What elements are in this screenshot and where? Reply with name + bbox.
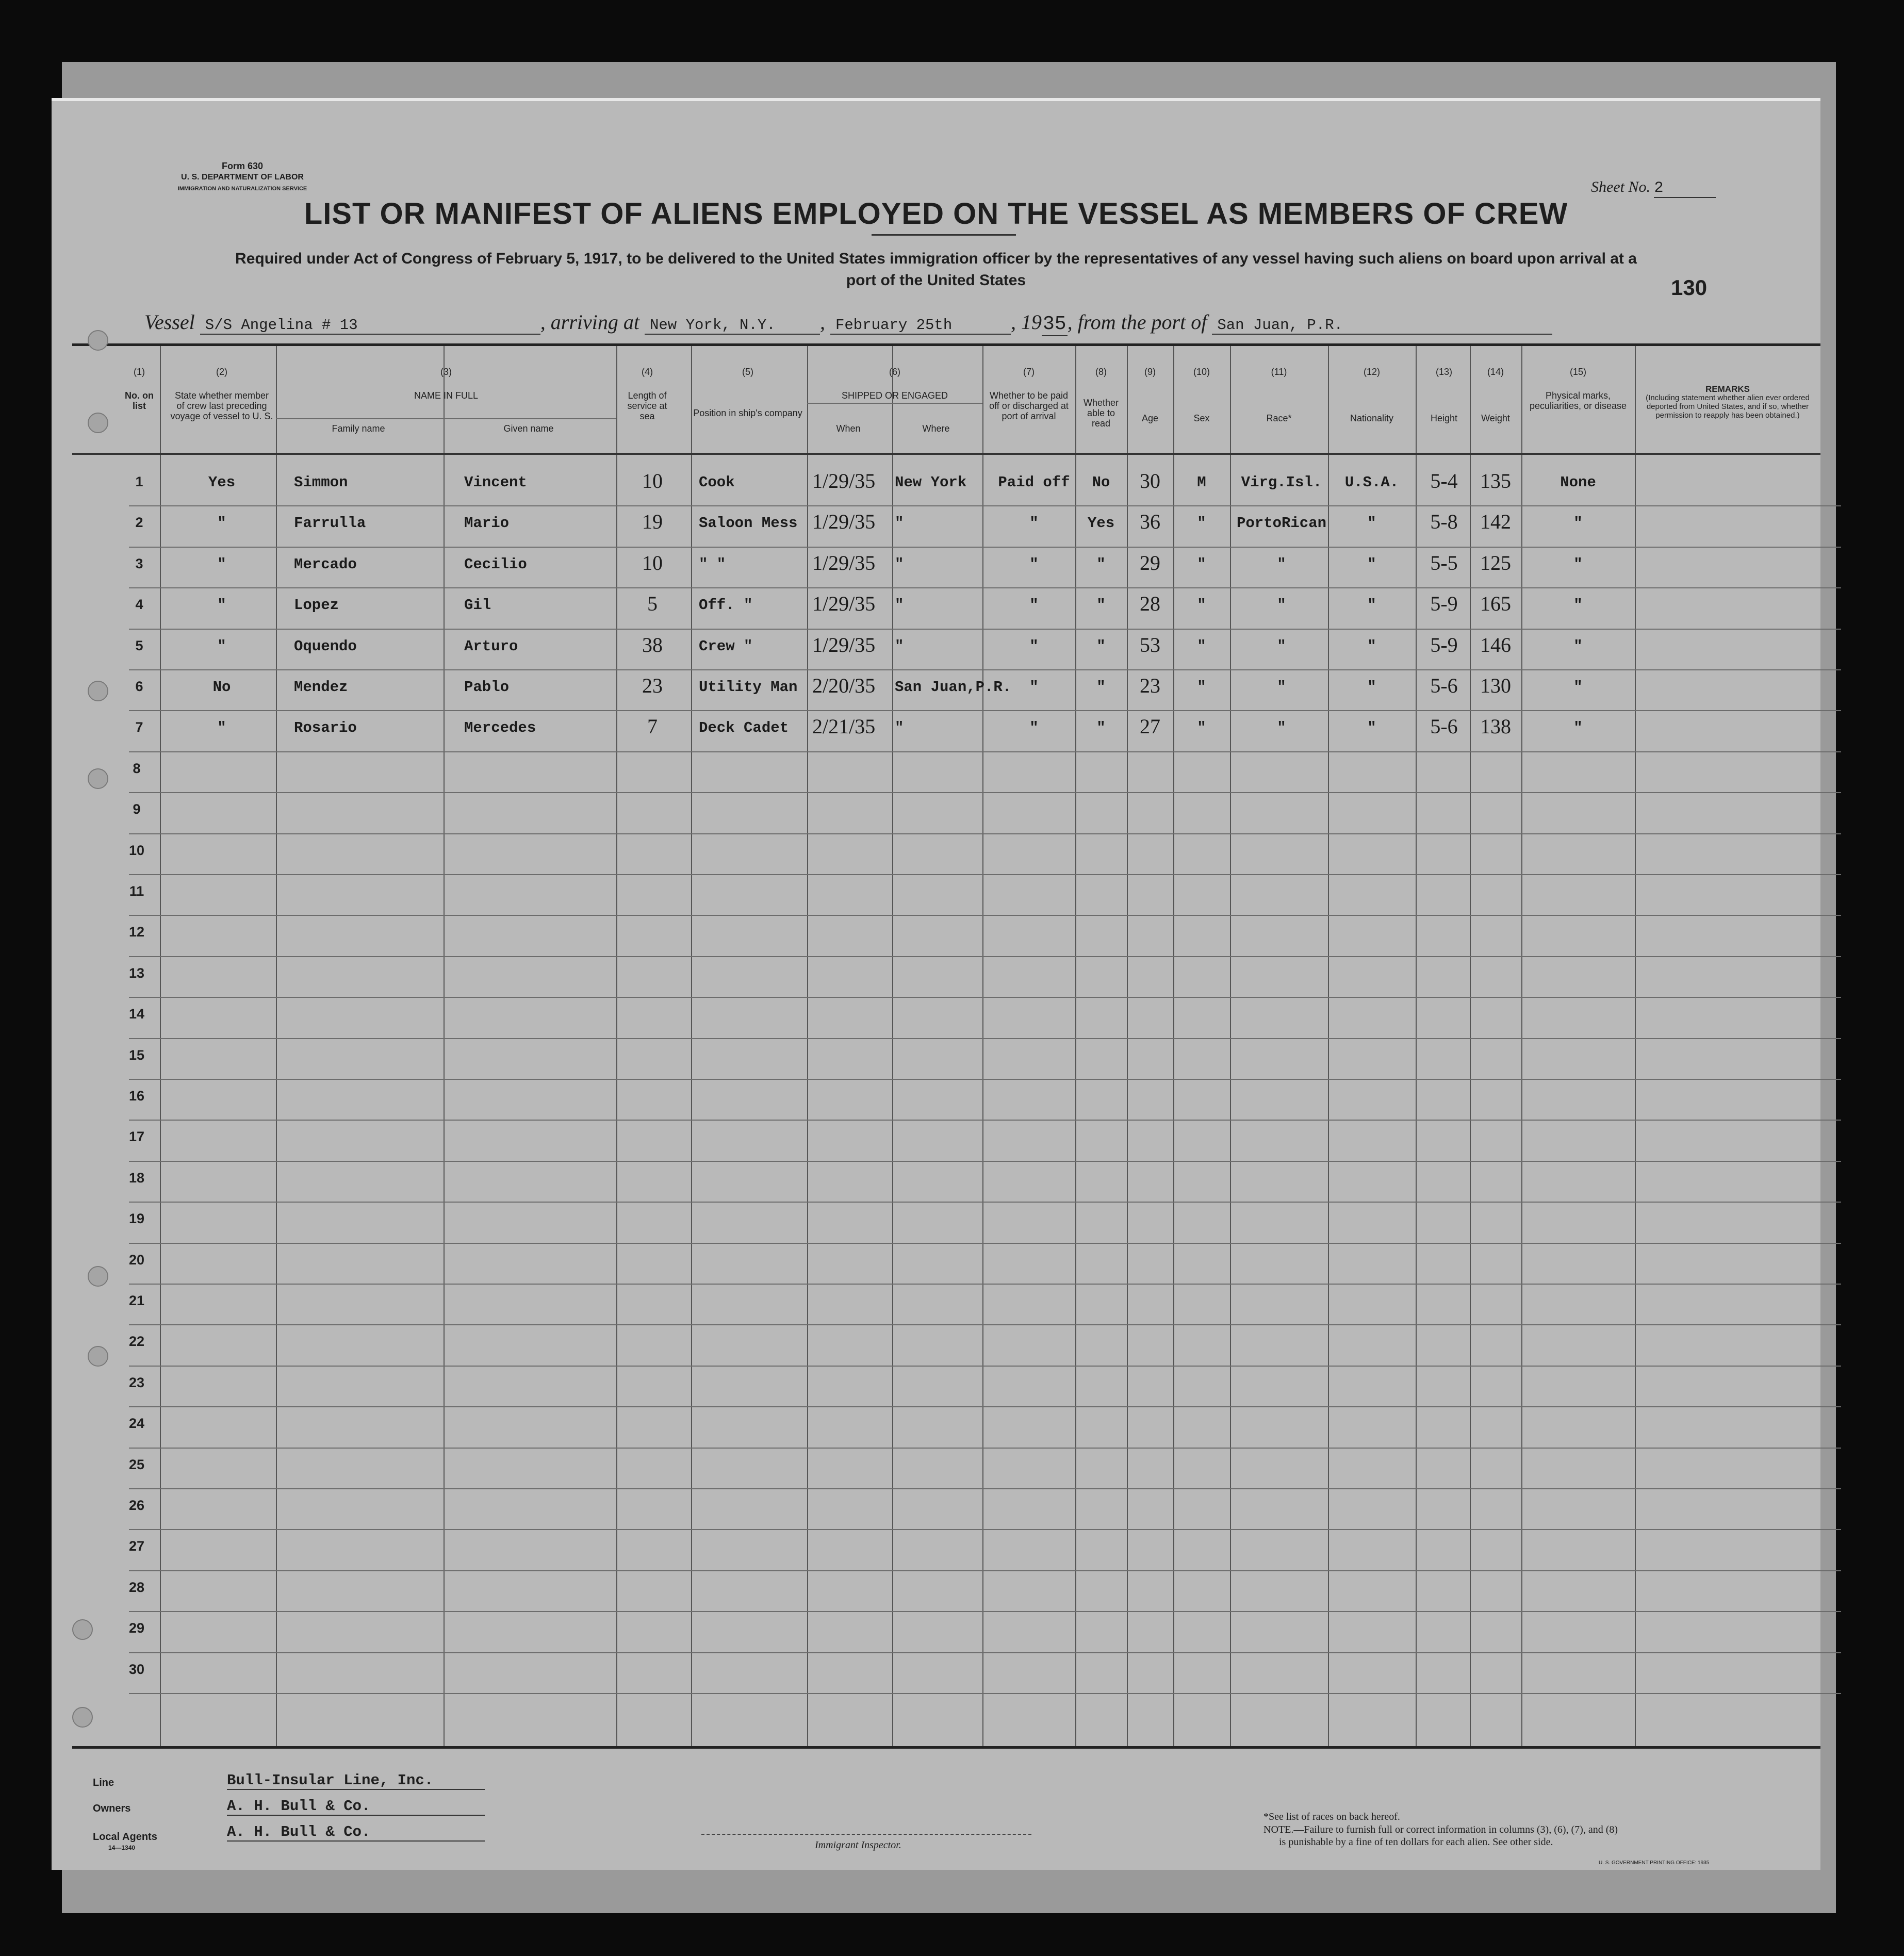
cell-marks: " (1573, 515, 1583, 532)
cell-read: Yes (1087, 515, 1115, 532)
cell-paid: " (1029, 515, 1039, 532)
cell-weight: 138 (1480, 715, 1511, 738)
cell-height: 5-9 (1430, 592, 1458, 616)
row-divider (129, 1448, 1841, 1449)
cell-when: 1/29/35 (812, 592, 876, 616)
cell-where: " (895, 515, 904, 532)
cell-weight: 165 (1480, 592, 1511, 616)
cell-no: 3 (135, 555, 143, 571)
cell-sex: " (1197, 597, 1206, 614)
col12-number: (12) (1363, 367, 1380, 377)
cell-paid: " (1029, 597, 1039, 614)
empty-row-number: 25 (128, 1456, 145, 1472)
col13-header (1418, 367, 1470, 423)
col6b-header: Where (922, 423, 950, 434)
cell-paid: Paid off (998, 474, 1070, 491)
cell-given: Cecilio (464, 555, 527, 573)
cell-where: " (895, 719, 904, 737)
cell-age: 30 (1140, 469, 1160, 492)
col11-header (1233, 367, 1325, 423)
cell-race: " (1277, 719, 1286, 737)
col9-number: (9) (1144, 367, 1156, 377)
cell-position: Crew " (699, 637, 753, 655)
arriving-label: , arriving at (540, 310, 639, 334)
cell-position: Off. " (699, 597, 753, 614)
cell-where: " (895, 637, 904, 655)
cell-prev: " (217, 719, 226, 737)
col10-number: (10) (1193, 367, 1210, 377)
cell-family: Mendez (294, 679, 348, 696)
cell-family: Oquendo (294, 637, 357, 655)
cell-read: No (1092, 474, 1110, 491)
column-divider (444, 346, 445, 1746)
row-divider (129, 1038, 1841, 1039)
cell-marks: None (1560, 474, 1596, 491)
form-number: Form 630 (221, 161, 264, 171)
cell-service: 10 (642, 469, 663, 492)
row-divider (129, 956, 1841, 957)
cell-nationality: " (1367, 679, 1376, 696)
cell-family: Mercado (294, 555, 357, 573)
col5-header (691, 367, 805, 418)
service-name: IMMIGRATION AND NATURALIZATION SERVICE (177, 186, 307, 192)
document-subtitle (103, 248, 1769, 291)
cell-no: 1 (135, 474, 143, 489)
subtitle-line-2: port of the United States (846, 272, 1026, 289)
cell-prev: " (217, 515, 226, 532)
col13-number: (13) (1435, 367, 1452, 377)
row-divider (129, 505, 1841, 506)
column-divider (1230, 346, 1231, 1746)
group-header-rule (807, 403, 982, 404)
empty-row-number: 27 (128, 1538, 145, 1554)
cell-prev: " (217, 555, 226, 573)
cell-family: Simmon (294, 474, 348, 491)
row-divider (129, 1406, 1841, 1407)
empty-row-number: 30 (128, 1661, 145, 1677)
cell-position: Cook (699, 474, 735, 491)
cell-age: 28 (1140, 592, 1160, 616)
remarks-header (1640, 385, 1815, 420)
row-divider (129, 915, 1841, 916)
cell-service: 38 (642, 633, 663, 656)
column-divider (160, 346, 161, 1746)
cell-prev: " (217, 637, 226, 655)
sheet-number (1591, 178, 1716, 198)
column-divider (276, 346, 277, 1746)
cell-when: 1/29/35 (812, 633, 876, 656)
cell-weight: 146 (1480, 633, 1511, 656)
cell-paid: " (1029, 679, 1039, 696)
column-divider (616, 346, 617, 1746)
col3-label: NAME IN FULL (414, 390, 479, 401)
row-divider (129, 1161, 1841, 1162)
cell-nationality: " (1367, 719, 1376, 737)
vessel-info-line: Vessel S/S Angelina # 13 , arriving at New York, N.Y. , February 25th , 1935, from the port of San Juan, P.R. (144, 310, 1552, 336)
row-divider (129, 1324, 1841, 1325)
crew-table (72, 343, 1820, 1749)
col4-header (619, 367, 676, 421)
cell-given: Gil (464, 597, 491, 614)
column-divider (1635, 346, 1636, 1746)
cell-height: 5-9 (1430, 633, 1458, 656)
column-divider (1416, 346, 1417, 1746)
cell-position: Deck Cadet (699, 719, 789, 737)
punch-hole (88, 1266, 108, 1287)
header-bottom-rule (72, 453, 1820, 455)
cell-when: 1/29/35 (812, 551, 876, 574)
col12-label: Nationality (1350, 413, 1394, 423)
cell-prev: Yes (208, 474, 236, 491)
column-divider (1173, 346, 1174, 1746)
empty-row-number: 17 (128, 1129, 145, 1145)
cell-service: 5 (647, 592, 658, 616)
col7-header (985, 367, 1073, 421)
col3-header (276, 367, 616, 401)
cell-nationality: " (1367, 597, 1376, 614)
group-header-rule (276, 418, 616, 419)
cell-paid: " (1029, 637, 1039, 655)
col10-header (1176, 367, 1227, 423)
col15-header (1521, 367, 1635, 411)
manifest-sheet (52, 98, 1820, 1870)
owners-value: A. H. Bull & Co. (227, 1798, 485, 1816)
year-prefix: 19 (1021, 310, 1042, 334)
footer-stock-code: 14—1340 (108, 1844, 136, 1851)
row-divider (129, 1284, 1841, 1285)
cell-age: 23 (1140, 674, 1160, 697)
cell-when: 2/20/35 (812, 674, 876, 697)
cell-age: 36 (1140, 510, 1160, 534)
empty-row-number: 20 (128, 1252, 145, 1268)
row-divider (129, 1611, 1841, 1612)
cell-marks: " (1573, 679, 1583, 696)
empty-row-number: 15 (128, 1047, 145, 1063)
inspector-label: Immigrant Inspector. (815, 1839, 901, 1851)
col3b-header: Given name (503, 423, 554, 434)
subtitle-line-1: Required under Act of Congress of February 5, 1917, to be delivered to the United States immigration officer by the representatives of any vessel having such aliens on board upon arrival at a (235, 250, 1637, 267)
cell-given: Arturo (464, 637, 518, 655)
cell-service: 10 (642, 551, 663, 574)
cell-no: 2 (135, 515, 143, 531)
cell-given: Pablo (464, 679, 510, 696)
empty-row-number: 24 (128, 1416, 145, 1432)
cell-given: Vincent (464, 474, 527, 491)
row-divider (129, 669, 1841, 670)
cell-nationality: " (1367, 515, 1376, 532)
empty-row-number: 12 (128, 924, 145, 940)
column-divider (691, 346, 692, 1746)
col11-label: Race* (1266, 413, 1292, 423)
col8-number: (8) (1095, 367, 1107, 377)
cell-when: 1/29/35 (812, 510, 876, 534)
row-divider (129, 997, 1841, 998)
col15-label: Physical marks, peculiarities, or disease (1529, 390, 1627, 411)
cell-weight: 130 (1480, 674, 1511, 697)
col8-header (1078, 367, 1124, 429)
row-divider (129, 874, 1841, 875)
row-divider (129, 792, 1841, 793)
cell-marks: " (1573, 637, 1583, 655)
punch-hole (88, 768, 108, 789)
row-divider (129, 833, 1841, 834)
cell-read: " (1096, 555, 1106, 573)
inspector-signature-line (701, 1834, 1031, 1835)
punch-hole (72, 1619, 93, 1640)
empty-row-number: 29 (128, 1620, 145, 1636)
cell-read: " (1096, 637, 1106, 655)
cell-no: 5 (135, 637, 143, 653)
cell-sex: " (1197, 679, 1206, 696)
row-divider (129, 1243, 1841, 1244)
agents-value: A. H. Bull & Co. (227, 1823, 485, 1842)
cell-height: 5-5 (1430, 551, 1458, 574)
col6-header (810, 367, 980, 401)
footnote-races: *See list of races on back hereof. (1263, 1811, 1400, 1822)
footnote-penalty: is punishable by a fine of ten dollars for each alien. See other side. (1279, 1836, 1553, 1848)
punch-hole (88, 681, 108, 701)
empty-row-number: 13 (128, 965, 145, 981)
cell-sex: " (1197, 515, 1206, 532)
cell-prev: " (217, 597, 226, 614)
col14-label: Weight (1481, 413, 1510, 423)
col2-header (170, 367, 273, 421)
row-divider (129, 1570, 1841, 1571)
punch-hole (72, 1707, 93, 1728)
from-label: , from the port of (1067, 310, 1207, 334)
year-suffix: 35 (1043, 313, 1066, 335)
cell-weight: 142 (1480, 510, 1511, 534)
cell-race: " (1277, 637, 1286, 655)
agents-label: Local Agents (93, 1831, 157, 1843)
empty-row-number: 22 (128, 1334, 145, 1350)
empty-row-number: 19 (128, 1211, 145, 1227)
column-divider (1075, 346, 1076, 1746)
col5-number: (5) (742, 367, 753, 377)
col8-label: Whether able to read (1083, 398, 1119, 429)
row-divider (129, 1120, 1841, 1121)
column-divider (1127, 346, 1128, 1746)
col1-label: No. on list (125, 390, 154, 411)
row-divider (129, 1693, 1841, 1694)
cell-marks: " (1573, 555, 1583, 573)
cell-nationality: " (1367, 637, 1376, 655)
title-underline (872, 234, 1016, 236)
cell-age: 29 (1140, 551, 1160, 574)
cell-given: Mario (464, 515, 510, 532)
sheet-number-value: 2 (1654, 179, 1716, 198)
cell-read: " (1096, 597, 1106, 614)
remarks-label: REMARKS (1705, 384, 1750, 394)
empty-row-number: 14 (128, 1006, 145, 1022)
col14-header (1472, 367, 1519, 423)
col3a-header: Family name (332, 423, 385, 434)
cell-family: Rosario (294, 719, 357, 737)
empty-row-number: 10 (128, 842, 145, 858)
row-divider (129, 710, 1841, 711)
cell-service: 7 (647, 715, 658, 738)
row-divider (129, 1202, 1841, 1203)
cell-age: 53 (1140, 633, 1160, 656)
col2-number: (2) (216, 367, 227, 377)
cell-sex: " (1197, 719, 1206, 737)
cell-marks: " (1573, 597, 1583, 614)
empty-row-number: 9 (133, 801, 141, 817)
cell-no: 4 (135, 597, 143, 613)
empty-row-number: 18 (128, 1170, 145, 1186)
col4-label: Length of service at sea (627, 390, 667, 421)
column-divider (1521, 346, 1522, 1746)
arriving-port: New York, N.Y. (645, 317, 820, 335)
col2-label: State whether member of crew last preceding voyage of vessel to U. S. (170, 390, 273, 421)
owners-label: Owners (93, 1803, 131, 1814)
column-divider (892, 346, 893, 1746)
cell-position: Saloon Mess (699, 515, 798, 532)
vessel-label: Vessel (144, 310, 195, 334)
row-divider (129, 1488, 1841, 1489)
printing-office: U. S. GOVERNMENT PRINTING OFFICE: 1935 (1599, 1860, 1710, 1866)
row-divider (129, 1366, 1841, 1367)
cell-when: 1/29/35 (812, 469, 876, 492)
empty-row-number: 11 (129, 883, 144, 899)
cell-service: 19 (642, 510, 663, 534)
cell-no: 6 (135, 679, 143, 694)
punch-hole (88, 330, 108, 351)
col5-label: Position in ship's company (693, 408, 802, 418)
cell-height: 5-8 (1430, 510, 1458, 534)
empty-row-number: 23 (128, 1374, 145, 1390)
sheet-number-label: Sheet No. (1591, 178, 1650, 195)
col1-header (124, 367, 155, 411)
cell-weight: 125 (1480, 551, 1511, 574)
cell-race: PortoRican (1236, 515, 1327, 532)
row-divider (129, 1652, 1841, 1653)
cell-service: 23 (642, 674, 663, 697)
footnote-note: NOTE.—Failure to furnish full or correct information in columns (3), (6), (7), and (8) (1263, 1824, 1618, 1835)
cell-race: " (1277, 679, 1286, 696)
line-value: Bull-Insular Line, Inc. (227, 1772, 485, 1790)
cell-nationality: U.S.A. (1344, 474, 1399, 491)
remarks-note: (Including statement whether alien ever ordered deported from United States, and if so, whether permission to reapply has been obtained.) (1646, 393, 1810, 420)
cell-race: Virg.Isl. (1241, 474, 1322, 491)
col1-number: (1) (134, 367, 145, 377)
cell-height: 5-6 (1430, 715, 1458, 738)
col3-number: (3) (440, 367, 452, 377)
cell-age: 27 (1140, 715, 1160, 738)
cell-position: Utility Man (699, 679, 798, 696)
cell-height: 5-6 (1430, 674, 1458, 697)
page-number: 130 (1671, 275, 1708, 300)
empty-row-number: 26 (128, 1498, 145, 1513)
cell-read: " (1096, 719, 1106, 737)
col6-number: (6) (889, 367, 900, 377)
row-divider (129, 629, 1841, 630)
cell-weight: 135 (1480, 469, 1511, 492)
cell-where: " (895, 597, 904, 614)
col7-label: Whether to be paid off or discharged at port of arrival (989, 390, 1069, 421)
cell-sex: M (1197, 474, 1206, 491)
row-divider (129, 1079, 1841, 1080)
cell-nationality: " (1367, 555, 1376, 573)
column-divider (1470, 346, 1471, 1746)
cell-position: " " (699, 555, 726, 573)
col4-number: (4) (642, 367, 653, 377)
empty-row-number: 21 (128, 1293, 145, 1308)
cell-paid: " (1029, 719, 1039, 737)
empty-row-number: 8 (133, 760, 141, 776)
col7-number: (7) (1023, 367, 1035, 377)
col12-header (1331, 367, 1413, 423)
cell-paid: " (1029, 555, 1039, 573)
punch-hole (88, 413, 108, 433)
row-divider (129, 1529, 1841, 1530)
cell-where: " (895, 555, 904, 573)
row-divider (129, 587, 1841, 588)
department-name: U. S. DEPARTMENT OF LABOR (181, 173, 304, 182)
punch-hole (88, 1346, 108, 1367)
departure-port: San Juan, P.R. (1212, 317, 1552, 335)
cell-height: 5-4 (1430, 469, 1458, 492)
arrival-date: February 25th (830, 317, 1011, 335)
cell-race: " (1277, 555, 1286, 573)
line-label: Line (93, 1777, 114, 1788)
col9-label: Age (1141, 413, 1159, 423)
empty-row-number: 28 (128, 1579, 145, 1595)
row-divider (129, 751, 1841, 752)
cell-given: Mercedes (464, 719, 536, 737)
cell-family: Farrulla (294, 515, 366, 532)
cell-family: Lopez (294, 597, 339, 614)
col15-number: (15) (1569, 367, 1586, 377)
cell-where: San Juan,P.R. (895, 679, 1012, 696)
col11-number: (11) (1271, 367, 1287, 377)
col10-label: Sex (1193, 413, 1210, 423)
col13-label: Height (1430, 413, 1458, 423)
empty-row-number: 16 (128, 1088, 145, 1104)
document-title: LIST OR MANIFEST OF ALIENS EMPLOYED ON THE VESSEL AS MEMBERS OF CREW (304, 197, 1568, 231)
cell-sex: " (1197, 555, 1206, 573)
row-divider (129, 547, 1841, 548)
col14-number: (14) (1487, 367, 1504, 377)
col9-header (1129, 367, 1171, 423)
vessel-name: S/S Angelina # 13 (200, 317, 540, 335)
cell-race: " (1277, 597, 1286, 614)
cell-marks: " (1573, 719, 1583, 737)
col6a-header: When (836, 423, 861, 434)
cell-when: 2/21/35 (812, 715, 876, 738)
cell-read: " (1096, 679, 1106, 696)
cell-where: New York (895, 474, 967, 491)
cell-prev: No (212, 679, 231, 696)
col6-label: SHIPPED OR ENGAGED (841, 390, 948, 401)
cell-sex: " (1197, 637, 1206, 655)
cell-no: 7 (135, 719, 143, 735)
form-identifier (144, 160, 340, 194)
